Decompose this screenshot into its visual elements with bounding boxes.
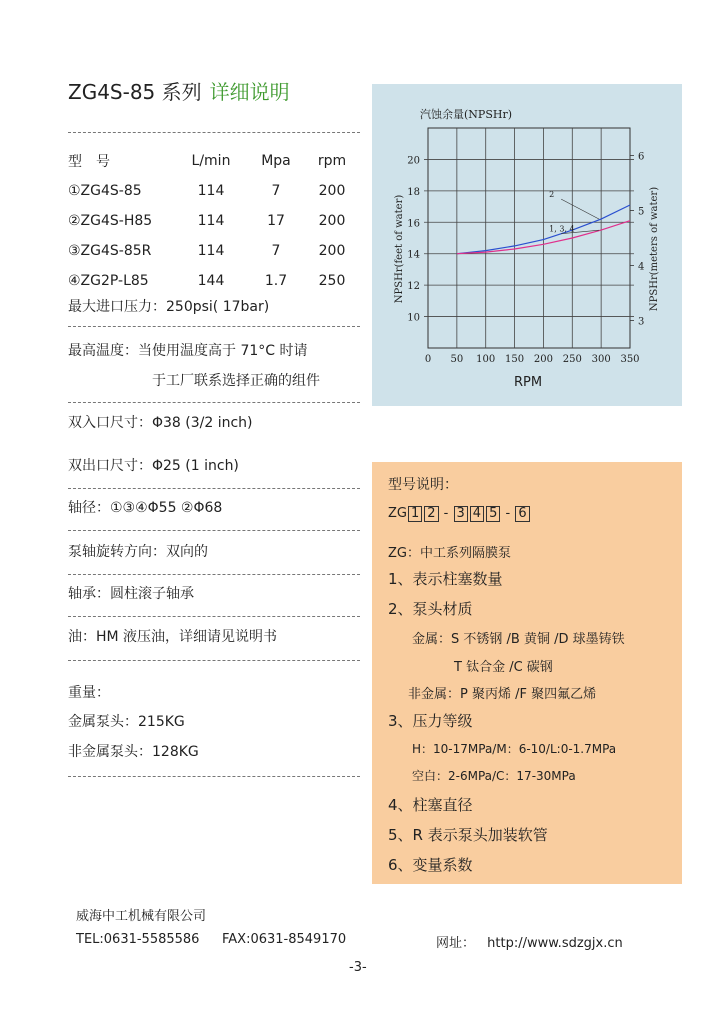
dual-outlet-size: 双出口尺寸：Φ25 (1 inch) (68, 458, 239, 474)
model-description-panel (372, 462, 682, 884)
table-row (68, 176, 358, 206)
y-tick-label: 12 (407, 281, 420, 293)
cell-pressure: 1.7 (264, 273, 288, 289)
cell-rpm: 200 (318, 183, 346, 199)
page-title (68, 76, 290, 105)
nonmetal-line: 非金属：P 聚丙烯 /F 聚四氟乙烯 (408, 687, 597, 702)
metal-line1: 金属：S 不锈钢 /B 黄铜 /D 球墨铸铁 (412, 632, 625, 647)
code-prefix: ZG (388, 506, 407, 521)
table-row (68, 206, 358, 236)
header-pressure: Mpa (261, 153, 291, 169)
code-part-1: 1 (408, 506, 422, 522)
code-part-4: 4 (470, 506, 484, 522)
zg-line: ZG：中工系列隔膜泵 (388, 546, 511, 561)
x-tick-label: 200 (533, 354, 553, 365)
x-tick-label: 100 (476, 354, 496, 365)
divider (68, 132, 360, 133)
series-label-2: 1, 3, 4 (549, 224, 575, 234)
cell-pressure: 17 (267, 213, 285, 229)
cell-rpm: 200 (318, 243, 346, 259)
y-axis-label: NPSHr(feet of water) (394, 194, 405, 304)
code-part-6: 6 (515, 506, 529, 522)
divider (68, 530, 360, 531)
footer-fax: FAX:0631-8549170 (222, 932, 347, 947)
header-flow: L/min (191, 153, 231, 169)
divider (68, 660, 360, 661)
series-leader-1 (561, 199, 599, 219)
spec-table (68, 146, 358, 296)
cell-pressure: 7 (271, 183, 281, 199)
company-name: 威海中工机械有限公司 (76, 909, 207, 924)
footer-web-url[interactable]: http://www.sdzgjx.cn (487, 936, 623, 951)
x-tick-label: 50 (450, 354, 464, 365)
dual-inlet-size: 双入口尺寸：Φ38 (3/2 inch) (68, 415, 253, 431)
cell-flow: 144 (197, 273, 225, 289)
pressure-line2: 空白：2-6MPa/C：17-30MPa (412, 769, 576, 783)
table-header-row (68, 146, 358, 176)
cell-model: ②ZG4S-H85 (68, 213, 153, 229)
cell-model: ③ZG4S-85R (68, 243, 152, 259)
table-row (68, 236, 358, 266)
footer-web-label: 网址： (436, 936, 476, 951)
x-tick-label: 350 (620, 354, 640, 365)
pressure-line1: H：10-17MPa/M：6-10/L:0-1.7MPa (412, 742, 617, 756)
y2-axis-label: NPSHr(meters of water) (649, 186, 660, 312)
cell-flow: 114 (197, 183, 225, 199)
max-temp-line1: 最高温度：当使用温度高于 71°C 时请 (68, 343, 308, 359)
shaft-diameter: 轴径：①③④Φ55 ②Φ68 (68, 500, 223, 516)
item-3: 3、压力等级 (388, 712, 473, 730)
y-tick-label: 16 (407, 218, 420, 230)
footer-tel: TEL:0631-5585586 (76, 932, 200, 947)
cell-model: ①ZG4S-85 (68, 183, 142, 199)
cell-pressure: 7 (271, 243, 281, 259)
divider (68, 776, 360, 777)
weight-title: 重量： (68, 685, 110, 701)
weight-metal: 金属泵头：215KG (68, 714, 185, 730)
item-4: 4、柱塞直径 (388, 796, 473, 814)
plot-frame (428, 128, 630, 348)
cell-rpm: 250 (318, 273, 346, 289)
y2-tick-label: 5 (638, 206, 645, 218)
divider (68, 616, 360, 617)
y-tick-label: 20 (407, 155, 420, 167)
cell-flow: 114 (197, 213, 225, 229)
y2-tick-label: 4 (638, 261, 645, 273)
code-part-3: 3 (454, 506, 468, 522)
item-6: 6、变量系数 (388, 856, 473, 874)
model-code: ZG 1 2 - 3 4 5 - 6 (388, 506, 531, 522)
chart-title: 汽蚀余量(NPSHr) (420, 108, 512, 121)
header-rpm: rpm (317, 153, 347, 169)
divider (68, 326, 360, 327)
y-tick-label: 14 (407, 249, 420, 261)
divider (68, 574, 360, 575)
oil: 油：HM 液压油，详细请见说明书 (68, 629, 278, 645)
x-tick-label: 0 (424, 354, 432, 365)
y-tick-label: 10 (407, 312, 420, 324)
rotation-direction: 泵轴旋转方向：双向的 (68, 544, 208, 560)
npsh-chart-panel (372, 84, 682, 406)
x-tick-label: 300 (591, 354, 611, 365)
code-part-5: 5 (486, 506, 500, 522)
metal-line2: T 钛合金 /C 碳钢 (454, 660, 553, 675)
item-5: 5、R 表示泵头加装软管 (388, 826, 548, 844)
cell-model: ④ZG2P-L85 (68, 273, 149, 289)
cell-rpm: 200 (318, 213, 346, 229)
table-row (68, 266, 358, 296)
title-model: ZG4S-85 系列 (68, 80, 202, 104)
item-1: 1、表示柱塞数量 (388, 570, 503, 588)
divider (68, 402, 360, 403)
weight-nonmetal: 非金属泵头：128KG (68, 744, 199, 760)
x-tick-label: 150 (505, 354, 525, 365)
cell-flow: 114 (197, 243, 225, 259)
model-desc-title: 型号说明： (388, 477, 458, 493)
header-model: 型 号 (68, 154, 110, 170)
page-number: -3- (349, 960, 367, 975)
item-2: 2、泵头材质 (388, 600, 473, 618)
max-inlet-pressure: 最大进口压力：250psi( 17bar) (68, 299, 270, 315)
npsh-chart (372, 84, 682, 406)
bearing: 轴承：圆柱滚子轴承 (68, 586, 194, 602)
x-axis-label: RPM (513, 375, 543, 390)
x-tick-label: 250 (562, 354, 582, 365)
title-subtitle: 详细说明 (209, 80, 290, 104)
y-tick-label: 18 (407, 186, 420, 198)
divider (68, 488, 360, 489)
code-part-2: 2 (424, 506, 438, 522)
series-label-1: 2 (549, 190, 555, 200)
footer-web (436, 932, 623, 951)
y2-tick-label: 3 (638, 316, 645, 328)
max-temp-line2: 于工厂联系选择正确的组件 (152, 373, 320, 389)
y2-tick-label: 6 (638, 151, 645, 163)
